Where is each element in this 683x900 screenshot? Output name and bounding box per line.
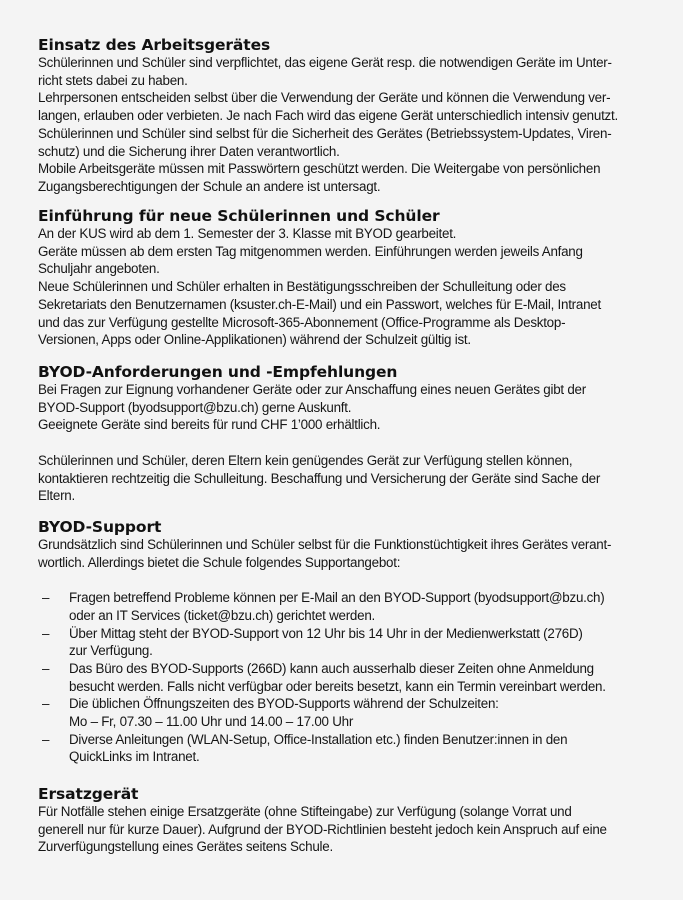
body-line: Bei Fragen zur Eignung vorhandener Geräte oder zur Anschaffung eines neuen Gerätes gibt der [38,382,586,397]
paragraph-gap [38,434,668,452]
section-body [38,225,668,349]
dash-bullet-icon: – [42,660,50,676]
list-item [38,589,668,624]
body-line: Geeignete Geräte sind bereits für rund CHF 1’000 erhältlich. [38,417,381,433]
section-heading: BYOD-Support [38,518,162,536]
section-heading: Ersatzgerät [38,785,139,803]
section-heading: Einsatz des Arbeitsgerätes [38,36,271,54]
dash-bullet-icon: – [42,625,50,641]
body-line: Versionen, Apps oder Online-Applikationen) während der Schulzeit gültig ist. [38,332,471,348]
section-heading: BYOD-Anforderungen und -Empfehlungen [38,363,398,381]
list-item-line: Fragen betreffend Probleme können per E-Mail an den BYOD-Support (byodsupport@bzu.ch) [69,590,605,606]
list-item-line: Das Büro des BYOD-Supports (266D) kann auch ausserhalb dieser Zeiten ohne Anmeldung [69,660,594,676]
body-line: Schülerinnen und Schüler sind verpflichtet, das eigene Gerät resp. die notwendigen Geräte im Unter- [38,55,612,70]
paragraph-gap [38,571,668,589]
list-item-line: QuickLinks im Intranet. [69,749,200,765]
body-line: Mobile Arbeitsgeräte müssen mit Passwörtern geschützt werden. Die Weitergabe von persönlichen [38,161,601,177]
list-item-line: Diverse Anleitungen (WLAN-Setup, Office-Installation etc.) finden Benutzer:innen in den [69,731,568,747]
body-line: Schuljahr angeboten. [38,261,160,277]
body-line: Neue Schülerinnen und Schüler erhalten in Bestätigungsschreiben der Schulleitung oder des [38,279,566,295]
body-line: An der KUS wird ab dem 1. Semester der 3. Klasse mit BYOD gearbeitet. [38,226,457,241]
section-heading: Einführung für neue Schülerinnen und Schüler [38,207,440,225]
body-line: Eltern. [38,488,75,504]
body-line: schutz) und die Sicherung ihrer Daten verantwortlich. [38,143,340,159]
section-body [38,803,668,856]
body-line: richt stets dabei zu haben. [38,72,188,88]
list-item-line: Die üblichen Öffnungszeiten des BYOD-Supports während der Schulzeiten: [69,696,499,712]
dash-bullet-icon: – [42,590,50,606]
section-body [38,536,668,766]
list-item-line: Mo – Fr, 07.30 – 11.00 Uhr und 14.00 – 17.00 Uhr [69,714,354,730]
list-item [38,660,668,695]
dash-bullet-icon: – [42,731,50,747]
list-item-line: besucht werden. Falls nicht verfügbar oder bereits besetzt, kann ein Termin vereinbart werden. [69,678,606,694]
section-body [38,54,668,196]
body-line: Zurverfügungstellung eines Gerätes seitens Schule. [38,839,333,855]
section-byod-support [38,518,668,766]
section-ersatzgeraet [38,785,668,856]
body-line: BYOD-Support (byodsupport@bzu.ch) gerne Auskunft. [38,399,352,415]
body-line: kontaktieren rechtzeitig die Schulleitung. Beschaffung und Versicherung der Geräte sind Sache der [38,470,601,486]
body-line: Schülerinnen und Schüler sind selbst für die Sicherheit des Gerätes (Betriebssystem-Updates, Viren- [38,125,612,141]
section-einfuehrung [38,207,668,349]
body-line: Schülerinnen und Schüler, deren Eltern kein genügendes Gerät zur Verfügung stellen können, [38,452,573,468]
body-line: generell nur für kurze Dauer). Aufgrund der BYOD-Richtlinien besteht jedoch kein Anspruch auf eine [38,821,607,837]
dash-bullet-icon: – [42,696,50,712]
body-line: und das zur Verfügung gestellte Microsoft-365-Abonnement (Office-Programme als Desktop- [38,314,566,330]
section-byod-anforderungen [38,363,668,505]
support-list [38,589,668,766]
body-line: Grundsätzlich sind Schülerinnen und Schüler selbst für die Funktionstüchtigkeit ihres Gerätes verant- [38,537,612,552]
list-item [38,695,668,730]
body-line: wortlich. Allerdings bietet die Schule folgendes Supportangebot: [38,554,401,570]
list-item [38,731,668,766]
list-item-line: oder an IT Services (ticket@bzu.ch) gerichtet werden. [69,607,375,623]
body-line: Sekretariats den Benutzernamen (ksuster.ch-E-Mail) und ein Passwort, welches für E-Mail, Intranet [38,296,601,312]
body-line: Lehrpersonen entscheiden selbst über die Verwendung der Geräte und können die Verwendung ver- [38,90,611,106]
body-line: Geräte müssen ab dem ersten Tag mitgenommen werden. Einführungen werden jeweils Anfang [38,243,583,259]
list-item-line: Über Mittag steht der BYOD-Support von 12 Uhr bis 14 Uhr in der Medienwerkstatt (276D) [69,625,583,641]
section-einsatz-des-arbeitsgeraetes [38,36,668,196]
body-line: Zugangsberechtigungen der Schule an andere ist untersagt. [38,178,381,194]
list-item [38,625,668,660]
body-line: langen, erlauben oder verbieten. Je nach Fach wird das eigene Gerät unterschiedlich intensiv genutzt. [38,108,618,124]
section-body [38,381,668,505]
body-line: Für Notfälle stehen einige Ersatzgeräte (ohne Stifteingabe) zur Verfügung (solange Vorrat und [38,804,572,819]
list-item-line: zur Verfügung. [69,643,153,659]
